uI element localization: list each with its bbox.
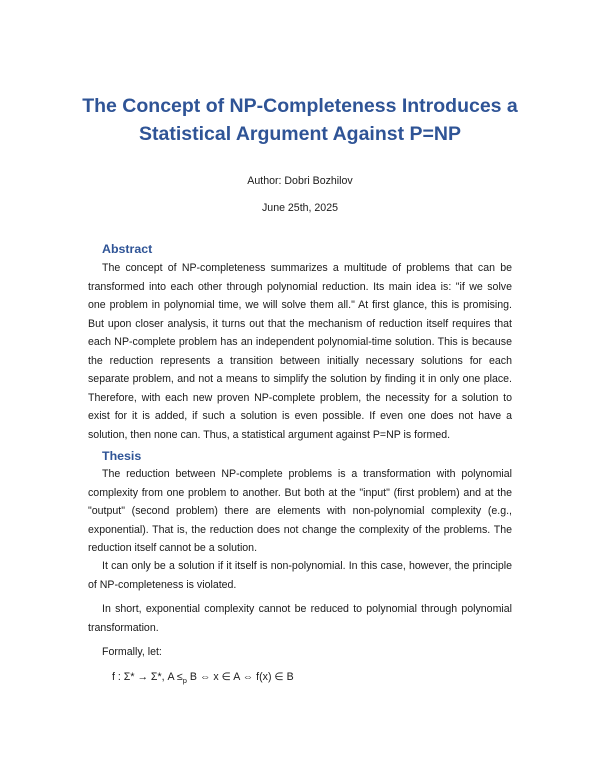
formula-subscript: p <box>182 676 187 686</box>
formula-part-2: B ⇔ x ∈ A ⇔ f(x) ∈ B <box>186 671 294 683</box>
abstract-heading: Abstract <box>102 242 153 256</box>
thesis-paragraph-2: It can only be a solution if it itself is non-polynomial. In this case, however, the principle of NP-completeness is violated. <box>88 560 512 591</box>
title-line-2: Statistical Argument Against P=NP <box>139 123 461 145</box>
formula-part-1: f : Σ* → Σ*, A ≤ <box>112 671 183 683</box>
date-line: June 25th, 2025 <box>262 202 338 214</box>
abstract-paragraph: The concept of NP-completeness summarizes a multitude of problems that can be transformed into each other through polynomial reduction. Its main idea is: "if we solve one problem in polynomial time, we will solve them all." At first glance, this is promising. But upon closer analysis, it turns out that the mechanism of reduction itself requires that each NP-complete problem has an independent polynomial-time solution. This is because the reduction represents a transition between initially necessary solutions for each separate problem, and not a means to simplify the solution by finding it in only one place. Therefore, with each new proven NP-complete problem, the necessity for a solution to exist for it is added, if such a solution is even possible. If even one does not have a solution, then none can. Thus, a statistical argument against P=NP is formed. <box>88 262 512 441</box>
thesis-paragraph-1: The reduction between NP-complete problems is a transformation with polynomial complexity from one problem to another. But both at the "input" (first problem) and at the "output" (second problem) there are elements with non-polynomial complexity (e.g., exponential). That is, the reduction does not change the complexity of the problems. The reduction itself cannot be a solution. <box>88 468 512 554</box>
title-line-1: The Concept of NP-Completeness Introduces a <box>82 95 518 117</box>
paper-title <box>60 92 540 148</box>
thesis-paragraph-4: Formally, let: <box>102 646 162 658</box>
thesis-heading: Thesis <box>102 449 142 463</box>
reduction-formula <box>112 669 294 689</box>
thesis-paragraph-3: In short, exponential complexity cannot be reduced to polynomial through polynomial transformation. <box>88 603 512 634</box>
author-line: Author: Dobri Bozhilov <box>247 175 353 187</box>
